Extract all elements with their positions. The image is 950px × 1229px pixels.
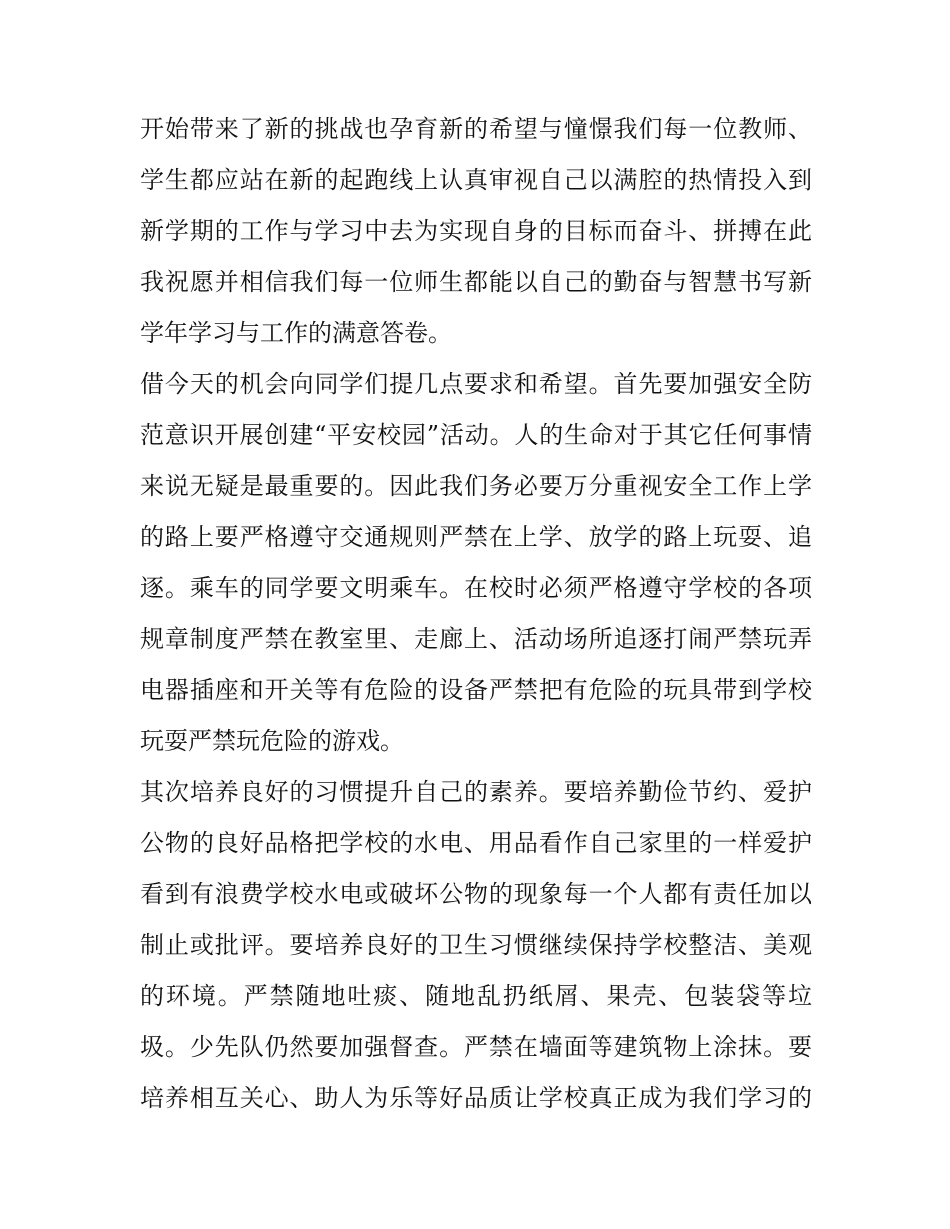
text-line-11: 规章制度严禁在教室里、走廊上、活动场所追逐打闹严禁玩弄	[140, 625, 812, 653]
text-line-3: 新学期的工作与学习中去为实现自身的目标而奋斗、拼搏在此	[140, 217, 812, 245]
text-line-20: 培养相互关心、助人为乐等好品质让学校真正成为我们学习的	[140, 1084, 812, 1112]
text-line-7: 范意识开展创建“平安校园”活动。人的生命对于其它任何事情	[140, 421, 812, 449]
text-line-4: 我祝愿并相信我们每一位师生都能以自己的勤奋与智慧书写新	[140, 268, 812, 296]
text-line-19: 圾。少先队仍然要加强督查。严禁在墙面等建筑物上涂抹。要	[140, 1033, 812, 1061]
body-text	[140, 104, 812, 1124]
text-line-5: 学年学习与工作的满意答卷。	[140, 319, 452, 347]
text-line-16: 看到有浪费学校水电或破坏公物的现象每一个人都有责任加以	[140, 880, 812, 908]
text-line-9: 的路上要严格遵守交通规则严禁在上学、放学的路上玩耍、追	[140, 523, 812, 551]
text-line-12: 电器插座和开关等有危险的设备严禁把有危险的玩具带到学校	[140, 676, 812, 704]
text-line-17: 制止或批评。要培养良好的卫生习惯继续保持学校整洁、美观	[140, 931, 812, 959]
text-line-13: 玩耍严禁玩危险的游戏。	[140, 727, 404, 755]
text-line-15: 公物的良好品格把学校的水电、用品看作自己家里的一样爱护	[140, 829, 812, 857]
text-line-8: 来说无疑是最重要的。因此我们务必要万分重视安全工作上学	[140, 472, 812, 500]
text-line-14: 其次培养良好的习惯提升自己的素养。要培养勤俭节约、爱护	[140, 778, 812, 806]
text-line-2: 学生都应站在新的起跑线上认真审视自己以满腔的热情投入到	[140, 166, 812, 194]
text-line-10: 逐。乘车的同学要文明乘车。在校时必须严格遵守学校的各项	[140, 574, 812, 602]
text-line-1: 开始带来了新的挑战也孕育新的希望与憧憬我们每一位教师、	[140, 115, 812, 143]
text-line-18: 的环境。严禁随地吐痰、随地乱扔纸屑、果壳、包装袋等垃	[140, 982, 812, 1010]
text-line-6: 借今天的机会向同学们提几点要求和希望。首先要加强安全防	[140, 370, 812, 398]
